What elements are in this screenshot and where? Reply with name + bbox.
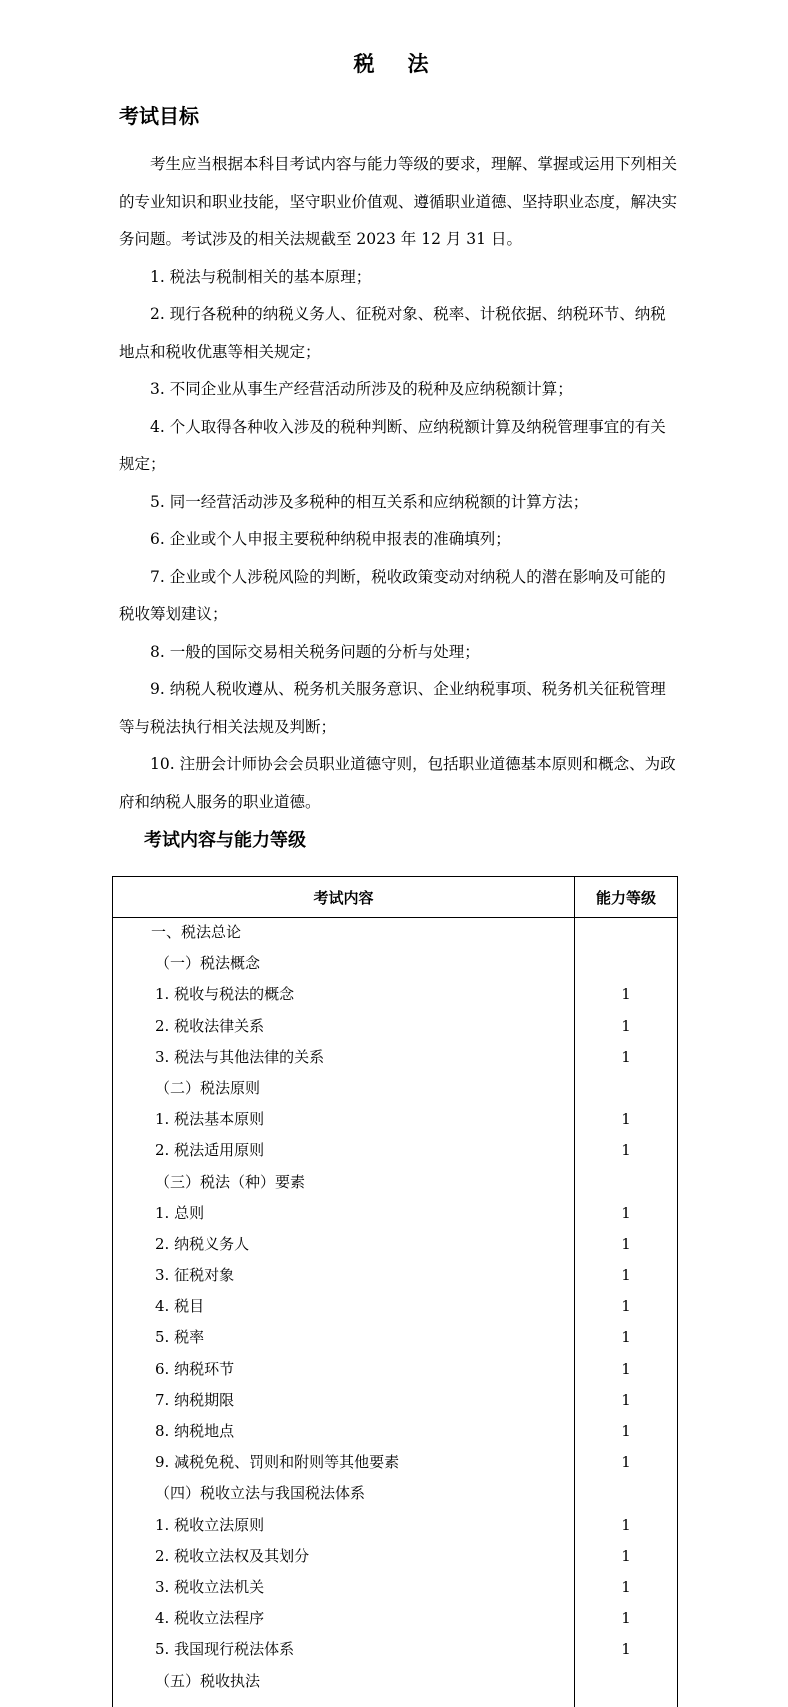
level-column [575, 917, 677, 1707]
objective-item: 7. 企业或个人涉税风险的判断，税收政策变动对纳税人的潜在影响及可能的税收筹划建议； [119, 567, 666, 623]
table-row-level: 1 [621, 1577, 631, 1596]
table-body [113, 917, 677, 1707]
table-row-content: 5. 税率 [155, 1328, 205, 1347]
table-row-level: 1 [621, 1203, 631, 1222]
table-row-level: 1 [621, 985, 631, 1004]
table-row-level: 1 [621, 1390, 631, 1409]
table-row-content: 9. 减税免税、罚则和附则等其他要素 [155, 1453, 400, 1472]
objectives-heading: 考试目标 [119, 104, 199, 128]
table-row-content: （四）税收立法与我国税法体系 [155, 1484, 366, 1503]
table-row-content: 1. 税法基本原则 [155, 1110, 265, 1129]
table-row-content: 4. 税目 [155, 1297, 205, 1316]
table-row-level [575, 1666, 677, 1697]
table-row-level: 1 [621, 1359, 631, 1378]
table-row-level [575, 1167, 677, 1198]
table-row-level: 1 [621, 1234, 631, 1253]
objective-item: 6. 企业或个人申报主要税种纳税申报表的准确填列； [150, 530, 511, 548]
table-row-content: 3. 征税对象 [155, 1266, 235, 1285]
page-title: 税 法 [353, 52, 435, 76]
table-row-content: （五）税收执法 [155, 1671, 261, 1690]
table-row-content: （一）税法概念 [155, 954, 261, 973]
table-row-level [575, 948, 677, 979]
objective-item: 1. 税法与税制相关的基本原理； [150, 267, 372, 286]
table-row-content: 4. 税收立法程序 [155, 1609, 265, 1628]
table-row-content: 1. 税收与税法的概念 [155, 985, 295, 1004]
table-row-content: 3. 税法与其他法律的关系 [155, 1047, 325, 1066]
objective-item: 2. 现行各税种的纳税义务人、征税对象、税率、计税依据、纳税环节、纳税地点和税收优惠等相关规定； [119, 305, 666, 361]
objective-item: 8. 一般的国际交易相关税务问题的分析与处理； [150, 642, 480, 661]
table-row-content: 2. 税收法律关系 [155, 1016, 265, 1035]
table-row-level: 1 [621, 1609, 631, 1628]
table-row-level: 1 [621, 1546, 631, 1565]
table-row-content: 1. 税收立法原则 [155, 1515, 265, 1534]
content-table [112, 876, 678, 1707]
content-column [113, 917, 575, 1707]
table-row-content: 3. 税收立法机关 [155, 1577, 265, 1596]
table-row-content: 6. 纳税环节 [155, 1359, 235, 1378]
table-row-content: （二）税法原则 [155, 1078, 261, 1097]
table-row-level [575, 917, 677, 948]
table-row-level: 1 [621, 1422, 631, 1440]
table-row-content: 5. 我国现行税法体系 [155, 1640, 295, 1659]
objective-item: 5. 同一经营活动涉及多税种的相互关系和应纳税额的计算方法； [150, 492, 589, 511]
table-row-content: 2. 税收立法权及其划分 [155, 1546, 310, 1565]
table-row-level [575, 1073, 677, 1104]
table-row-content: 1. 总则 [155, 1203, 205, 1222]
table-row-content: 2. 税法适用原则 [155, 1141, 265, 1160]
table-header [113, 877, 677, 918]
table-row-level: 1 [621, 1328, 631, 1347]
table-row-level: 1 [621, 1141, 631, 1160]
header-content: 考试内容 [113, 877, 575, 917]
table-row-content: 一、税法总论 [151, 923, 242, 941]
header-level: 能力等级 [595, 888, 656, 907]
table-row-level: 1 [621, 1297, 631, 1316]
intro-paragraph: 考生应当根据本科目考试内容与能力等级的要求，理解、掌握或运用下列相关的专业知识和职业技能，坚守职业价值观、遵循职业道德、坚持职业态度，解决实务问题。考试涉及的相关法规截至 2023 年 12 月 31 日。 [119, 155, 678, 248]
table-row-level: 1 [621, 1110, 631, 1129]
table-row-content: 7. 纳税期限 [155, 1390, 235, 1409]
table-row-content: （三）税法（种）要素 [155, 1172, 306, 1191]
table-row-level: 1 [621, 1266, 631, 1285]
objective-item: 4. 个人取得各种收入涉及的税种判断、应纳税额计算及纳税管理事宜的有关规定； [119, 417, 666, 473]
table-row-level: 1 [621, 1453, 631, 1472]
table-row-level: 1 [621, 1515, 631, 1534]
objectives-body [119, 146, 681, 821]
content-heading: 考试内容与能力等级 [144, 830, 306, 851]
objective-item: 10. 注册会计师协会会员职业道德守则，包括职业道德基本原则和概念、为政府和纳税人服务的职业道德。 [119, 755, 676, 811]
table-row-level: 1 [621, 1640, 631, 1659]
table-row-level: 1 [621, 1016, 631, 1035]
objective-item: 3. 不同企业从事生产经营活动所涉及的税种及应纳税额计算； [150, 380, 573, 398]
table-row-level [575, 1478, 677, 1509]
objective-item: 9. 纳税人税收遵从、税务机关服务意识、企业纳税事项、税务机关征税管理等与税法执行相关法规及判断； [119, 680, 666, 736]
table-row-level: 1 [621, 1047, 631, 1066]
table-row-content: 8. 纳税地点 [155, 1422, 235, 1440]
table-row-content: 2. 纳税义务人 [155, 1234, 250, 1253]
